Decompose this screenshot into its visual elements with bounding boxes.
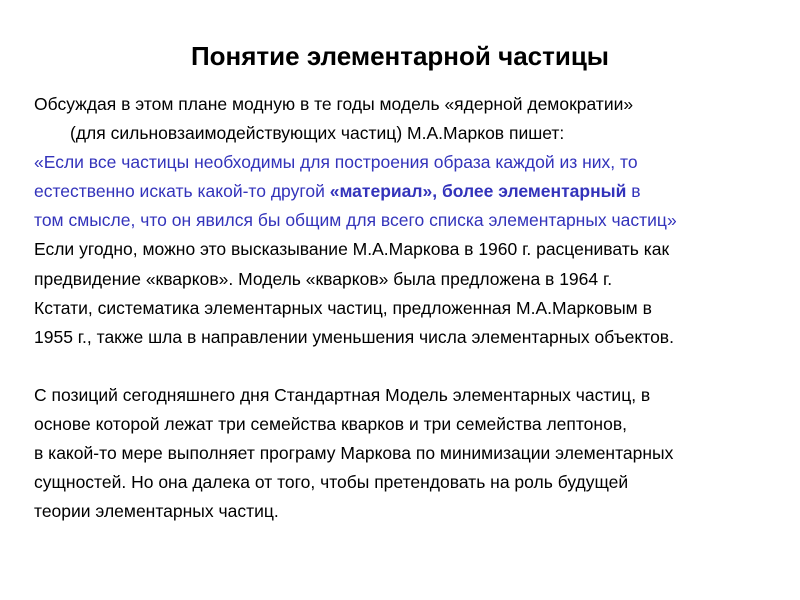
quote-line-2 (34, 177, 784, 206)
paragraph2-line-2: основе которой лежат три семейства кварков и три семейства лептонов, (34, 414, 627, 435)
paragraph-spacer (34, 352, 784, 381)
paragraph1-line-3: Кстати, систематика элементарных частиц, предложенная М.А.Марковым в (34, 297, 652, 318)
paragraph2-line-3: в какой-то мере выполняет програму Маркова по минимизации элементарных (34, 443, 674, 464)
paragraph2-line-5: теории элементарных частиц. (34, 501, 279, 522)
quote-line-2-start: естественно искать какой-то другой (34, 181, 330, 202)
quote-line-2-end: в (626, 181, 641, 202)
quote-line-1: «Если все частицы необходимы для построения образа каждой из них, то (34, 152, 638, 173)
slide-title: Понятие элементарной частицы (190, 41, 610, 71)
paragraph2-line-1: С позиций сегодняшнего дня Стандартная Модель элементарных частиц, в (34, 384, 651, 405)
intro-line-2: (для сильновзаимодействующих частиц) М.А.Марков пишет: (70, 123, 565, 144)
intro-line-1: Обсуждая в этом плане модную в те годы модель «ядерной демократии» (34, 94, 634, 114)
paragraph2-line-4: сущностей. Но она далека от того, чтобы претендовать на роль будущей (34, 472, 629, 493)
paragraph1-line-1: Если угодно, можно это высказывание М.А.Маркова в 1960 г. расценивать как (34, 239, 670, 260)
quote-line-3: том смысле, что он явился бы общим для всего списка элементарных частиц» (34, 210, 677, 231)
slide-body (34, 90, 784, 526)
paragraph1-line-2: предвидение «кварков». Модель «кварков» была предложена в 1964 г. (34, 268, 613, 289)
quote-emphasis: «материал», более элементарный (329, 181, 627, 202)
paragraph1-line-4: 1955 г., также шла в направлении уменьшения числа элементарных объектов. (34, 326, 674, 347)
